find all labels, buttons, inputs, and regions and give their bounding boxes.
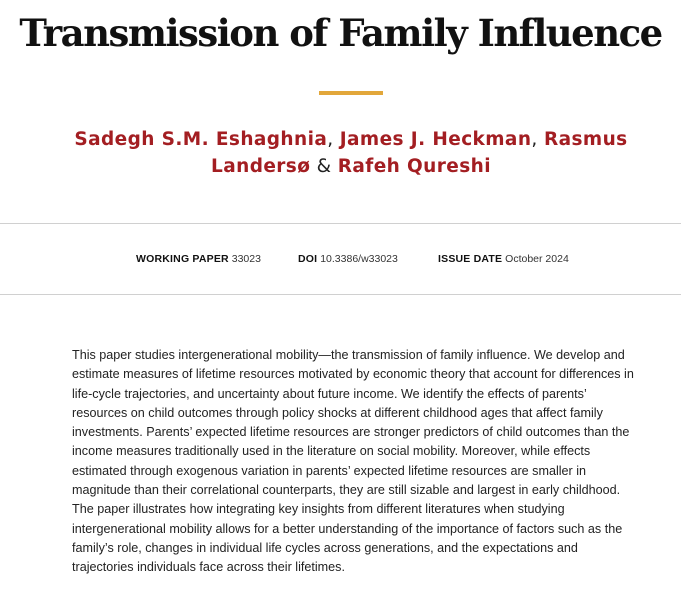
working-paper-info: [136, 251, 261, 267]
working-paper-number: 33023: [231, 253, 261, 265]
author-link-landerso[interactable]: Rasmus Landersø: [211, 129, 628, 177]
title-accent-divider: [319, 91, 383, 95]
author-link-qureshi[interactable]: Rafeh Qureshi: [337, 156, 491, 177]
doi-value: 10.3386/w33023: [320, 253, 398, 265]
issue-date-label: ISSUE DATE: [438, 253, 503, 265]
author-link-eshaghnia[interactable]: Sadegh S.M. Eshaghnia: [74, 129, 328, 150]
working-paper-label: WORKING PAPER: [136, 253, 229, 265]
paper-metadata-bar: [0, 251, 681, 267]
abstract-text: This paper studies intergenerational mobility—the transmission of family influence. We develop and estimate measures of lifetime resources motivated by economic theory that account for differences in life-cycle trajectories, and uncertainty about future income. We identify the effects of parents’ resources on child outcomes through policy shocks at different childhood ages that affect family investments. Parents’ expected lifetime resources are stronger predictors of child outcomes than the income measures traditionally used in the literature on social mobility. Moreover, while effects estimated through exogenous variation in parents’ expected lifetime resources are smaller in magnitude than their correlational counterparts, they are still sizable and largest in early childhood. The paper illustrates how integrating key insights from different literatures when studying intergenerational mobility allows for a better understanding of the importance of factors such as the family’s role, changes in individual life cycles across generations, and the expectations and trajectories individuals face across their lifetimes.: [72, 348, 634, 575]
doi-label: DOI: [298, 253, 318, 265]
paper-title: Transmission of Family Influence: [19, 11, 662, 55]
author-link-heckman[interactable]: James J. Heckman: [339, 129, 532, 150]
author-separator: ,: [327, 129, 340, 150]
issue-date-value: October 2024: [505, 253, 569, 265]
meta-bottom-divider: [0, 294, 681, 295]
author-separator: &: [310, 156, 338, 177]
issue-date-info: [438, 251, 569, 267]
meta-top-divider: [0, 223, 681, 224]
doi-info: [298, 251, 398, 267]
author-separator: ,: [531, 129, 544, 150]
author-list: [60, 126, 642, 180]
